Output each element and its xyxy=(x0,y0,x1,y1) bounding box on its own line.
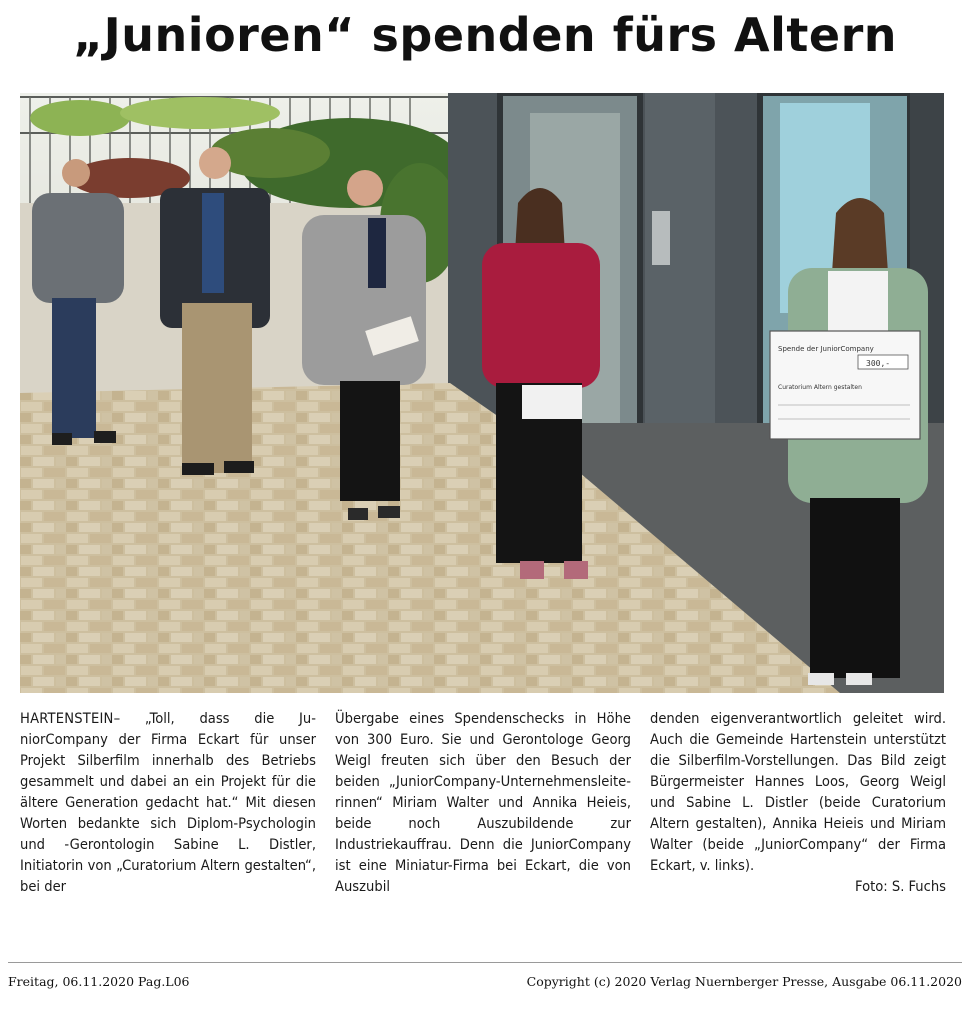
column-1-text: – „Toll, dass die JuniorCompany der Firma Eckart für unser Projekt Silberfilm innerhalb des Betriebs gesammelt und dabei an ein Projekt für die ältere Generation gedacht hat.“ Mit diesen Worten bedankte sich Diplom-Psychologin und -Gerontologin Sabine L. Distler, Initiatorin von „Curatorium Altern gestalten“, bei der xyxy=(20,710,316,895)
article-column-3 xyxy=(650,708,946,928)
footer-date-page: Freitag, 06.11.2020 Pag.L06 xyxy=(8,974,190,989)
article-column-1 xyxy=(20,708,316,928)
news-photo xyxy=(20,93,944,693)
page-footer xyxy=(8,974,962,989)
check-amount: 300,- xyxy=(866,359,891,368)
column-2-text: Übergabe eines Spendenschecks in Höhe von 300 Euro. Sie und Gerontologe Georg Weigl freuten sich über den Besuch der beiden „JuniorCompany-Unternehmensleiterinnen“ Miriam Walter und Annika Heieis, beide noch Auszubildende zur Industriekauffrau. Denn die JuniorCompany ist eine Miniatur-Firma bei Eckart, die von Auszubil xyxy=(335,710,631,895)
footer-copyright: Copyright (c) 2020 Verlag Nuernberger Presse, Ausgabe 06.11.2020 xyxy=(526,974,962,989)
column-3-text: denden eigenverantwortlich geleitet wird. Auch die Gemeinde Hartenstein unterstützt die Silberfilm-Vorstellungen. Das Bild zeigt Bürgermeister Hannes Loos, Georg Weigl und Sabine L. Distler (beide Curatorium Altern gestalten), Annika Heieis und Miriam Walter (beide „JuniorCompany“ der Firma Eckart, v. links). xyxy=(650,710,946,874)
photo-credit: Foto: S. Fuchs xyxy=(855,878,946,895)
article-body xyxy=(20,708,946,928)
headline: „Junioren“ spenden fürs Altern xyxy=(72,8,898,62)
dateline: HARTENSTEIN xyxy=(20,710,114,727)
article-column-2 xyxy=(335,708,631,928)
check-title: Spende der JuniorCompany xyxy=(778,345,874,353)
check-payee: Curatorium Altern gestalten xyxy=(778,384,862,391)
footer-divider xyxy=(8,962,962,963)
